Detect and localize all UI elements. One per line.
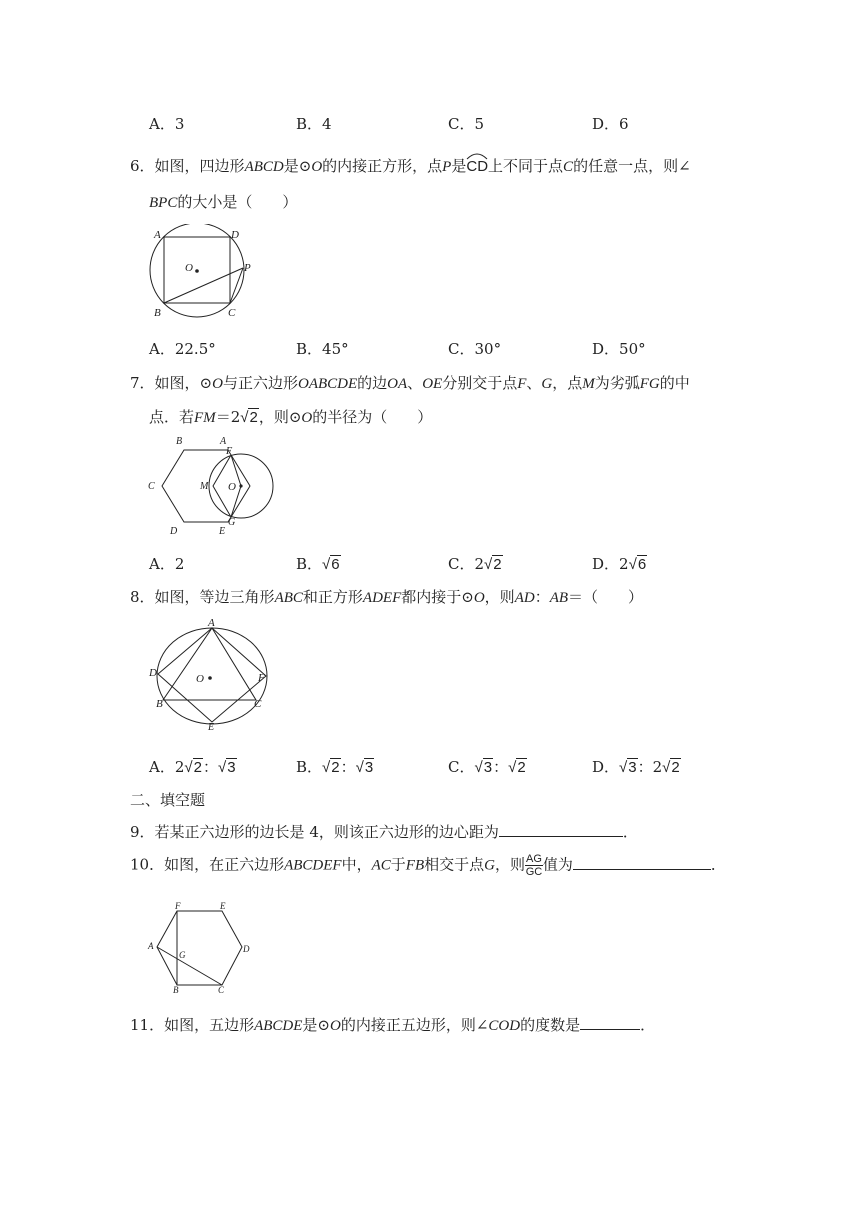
svg-text:A: A (220, 436, 227, 447)
q10-answer-blank[interactable] (573, 869, 711, 870)
svg-text:G: G (179, 950, 186, 960)
q5-option-a: A．3 (149, 115, 185, 133)
q8-option-a: A．2√2：√3 (149, 758, 236, 776)
svg-text:C: C (148, 481, 155, 492)
svg-text:F: F (258, 672, 265, 684)
q11-stem: 11．如图，五边形ABCDE是⊙O的内接正五边形，则∠COD的度数是 ． (130, 1016, 656, 1034)
q10-figure (140, 898, 260, 1002)
q8-option-c: C．√3：√2 (448, 758, 526, 776)
svg-text:O: O (196, 673, 204, 685)
svg-text:A: A (154, 229, 161, 241)
q6-stem-line2: BPC的大小是（ ） (149, 193, 298, 211)
svg-text:B: B (173, 985, 179, 995)
q9-stem: 9．若某正六边形的边长是 4，则该正六边形的边心距为 ． (130, 823, 638, 841)
q8-stem: 8．如图，等边三角形ABC和正方形ADEF都内接于⊙O，则AD：AB＝（ ） (130, 588, 644, 606)
q6-option-b: B．45° (296, 340, 349, 358)
svg-text:A: A (208, 618, 215, 629)
q6-option-a: A．22.5° (149, 340, 216, 358)
svg-text:O: O (185, 262, 193, 274)
q9-answer-blank[interactable] (499, 836, 623, 837)
svg-text:D: D (231, 229, 239, 241)
q7-stem-line2: 点．若FM＝2√2，则⊙O的半径为（ ） (149, 408, 433, 426)
svg-text:E: E (219, 526, 226, 537)
q7-option-d: D．2√6 (592, 555, 647, 573)
svg-text:F: F (175, 901, 181, 911)
svg-text:D: D (170, 526, 178, 537)
q6-stem-line1: 6．如图，四边形ABCD是⊙O的内接正方形，点P是 CD上不同于点C的任意一点，则∠ (130, 155, 691, 176)
q7-option-c: C．2√2 (448, 555, 502, 573)
svg-text:E: E (208, 722, 215, 730)
svg-text:C: C (228, 307, 236, 319)
svg-text:B: B (176, 436, 183, 447)
q5-option-d: D．6 (592, 115, 629, 133)
q6-option-c: C．30° (448, 340, 502, 358)
q8-figure (146, 618, 276, 734)
section-heading-fill-in: 二、填空题 (130, 791, 206, 809)
svg-text:D: D (243, 944, 250, 954)
svg-text:A: A (148, 941, 154, 951)
q7-option-a: A．2 (149, 555, 185, 573)
svg-text:M: M (200, 481, 209, 492)
q7-stem-line1: 7．如图，⊙O与正六边形OABCDE的边OA、OE分别交于点F、G，点M为劣弧FG的中 (130, 374, 690, 392)
svg-text:B: B (154, 307, 161, 319)
svg-text:C: C (218, 985, 225, 995)
svg-text:D: D (149, 667, 157, 679)
q7-option-b: B．√6 (296, 555, 340, 573)
svg-text:O: O (228, 481, 236, 493)
svg-text:P: P (244, 262, 251, 274)
q11-answer-blank[interactable] (580, 1029, 640, 1030)
svg-text:F: F (226, 446, 233, 457)
svg-text:E: E (220, 901, 226, 911)
svg-text:G: G (228, 517, 236, 528)
q5-option-b: B．4 (296, 115, 332, 133)
q7-figure (140, 432, 280, 544)
svg-text:C: C (254, 698, 262, 710)
q6-option-d: D．50° (592, 340, 646, 358)
q8-option-d: D．√3：2√2 (592, 758, 680, 776)
q8-option-b: B．√2：√3 (296, 758, 374, 776)
q10-stem: 10．如图，在正六边形ABCDEF中，AC于FB相交于点G，则 $\frac{AG}{GC}$ 值为 ． (130, 853, 726, 878)
svg-text:B: B (156, 698, 163, 710)
q6-figure (140, 224, 260, 328)
q5-option-c: C．5 (448, 115, 485, 133)
q10-fraction: $\frac{AG}{GC}$ (525, 853, 543, 878)
